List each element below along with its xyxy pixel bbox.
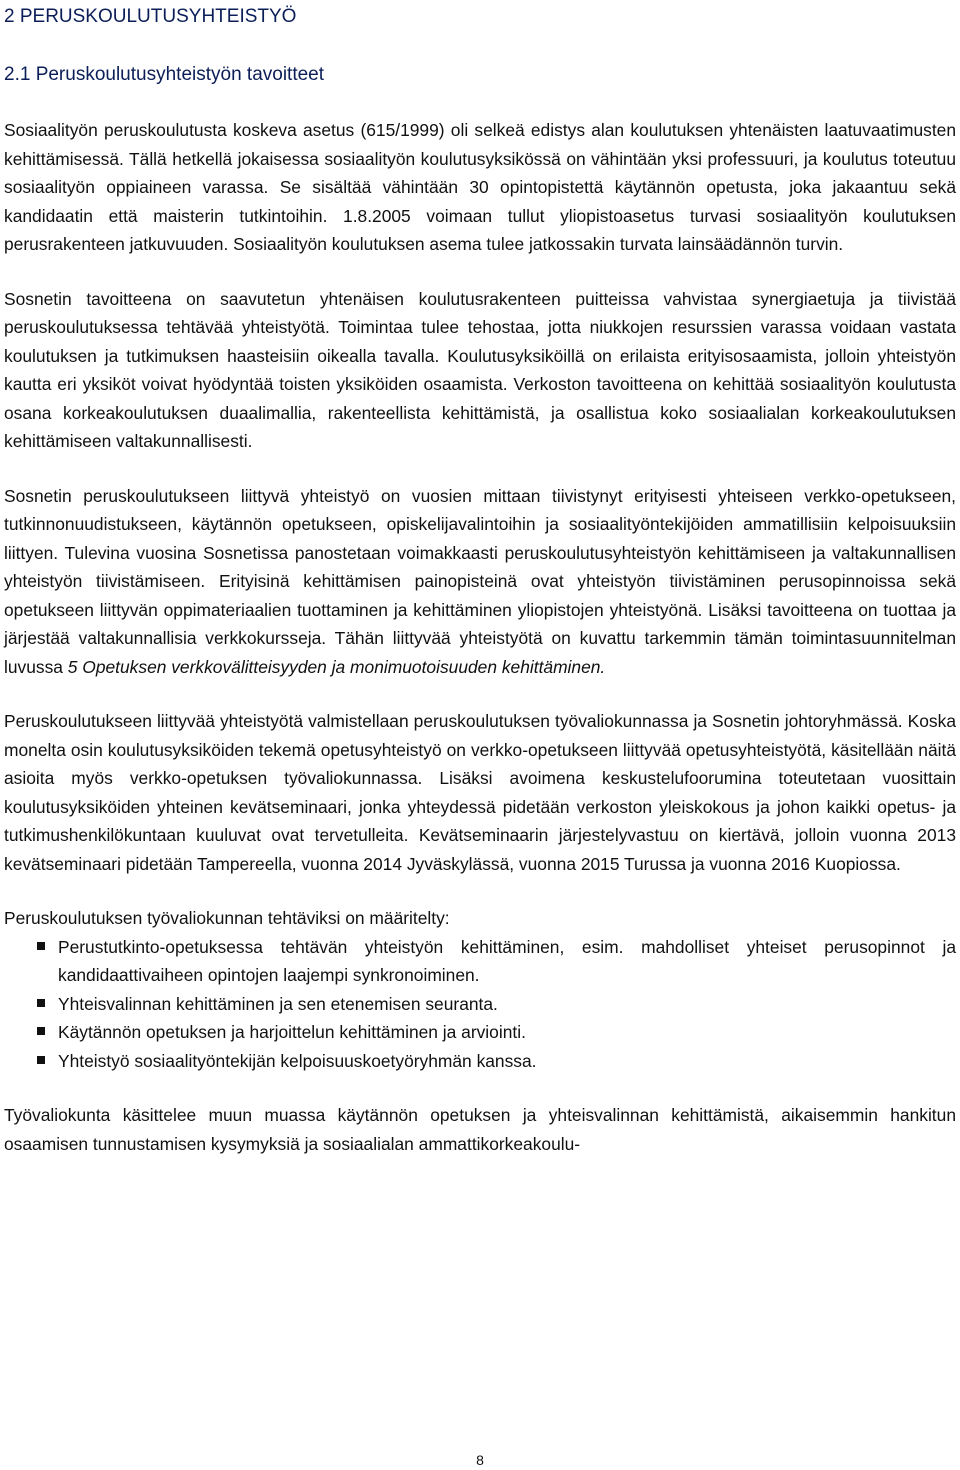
list-item [4,1047,956,1076]
paragraph-asetus: Sosiaalityön peruskoulutusta koskeva asetus (615/1999) oli selkeä edistys alan koulutuksen yhtenäisten laatuvaatimusten kehittämisessä. Tällä hetkellä jokaisessa sosiaalityön koulutusyksikössä on vähintään yksi professuuri, ja koulutus toteutuu sosiaalityön oppiaineen varassa. Se sisältää vähintään 30 opintopistettä käytännön opetusta, joka jakaantuu sekä kandidaatin että maisterin tutkintoihin. 1.8.2005 voimaan tullut yliopistoasetus turvasi sosiaalityön koulutuksen perusrakenteen jatkuvuuden. Sosiaalityön koulutuksen asema tulee jatkossakin turvata lainsäädännön turvin. [4,120,956,254]
list-item-text: Yhteistyö sosiaalityöntekijän kelpoisuuskoetyöryhmän kanssa. [58,1050,537,1071]
subsection-heading: 2.1 Peruskoulutusyhteistyön tavoitteet [4,64,325,85]
paragraph-tyovaliokunta-kasittelee: Työvaliokunta käsittelee muun muassa käytännön opetuksen ja yhteisvalinnan kehittämistä, aikaisemmin hankitun osaamisen tunnustamisen kysymyksiä ja sosiaalialan ammattikorkeakoulu- [4,1105,956,1154]
list-item-text: Yhteisvalinnan kehittäminen ja sen etenemisen seuranta. [58,993,498,1014]
chapter-reference: 5 Opetuksen verkkovälitteisyyden ja monimuotoisuuden kehittäminen. [67,656,606,677]
square-bullet-icon [37,999,45,1007]
paragraph-text: Sosnetin peruskoulutukseen liittyvä yhteistyö on vuosien mittaan tiivistynyt erityisesti yhteiseen verkko-opetukseen, tutkinnonuudistukseen, käytännön opetukseen, opiskelijavalintoihin ja sosiaalityöntekijöiden ammatillisiin kelpoisuuksiin liittyen. Tulevina vuosina Sosnetissa panostetaan voimakkaasti peruskoulutusyhteistyön kehittämiseen ja valtakunnallisen yhteistyön tiivistämiseen. Erityisinä kehittämisen painopisteinä ovat yhteistyön tiivistäminen perusopinnoissa sekä opetukseen liittyvän oppimateriaalien tuottaminen ja kehittäminen yliopistojen yhteistyönä. Lisäksi tavoitteena on tuottaa ja järjestää valtakunnallisia verkkokursseja. Tähän liittyvää yhteistyötä on kuvattu tarkemmin tämän toimintasuunnitelman luvussa [4,485,956,677]
section-heading: 2 PERUSKOULUTUSYHTEISTYÖ [4,6,297,27]
page-number: 8 [476,1452,484,1468]
list-item [4,933,956,990]
document-page [4,0,956,1158]
task-list [4,933,956,1076]
square-bullet-icon [37,942,45,950]
paragraph-peruskoulutukseen-liittyva [4,482,956,682]
square-bullet-icon [37,1056,45,1064]
list-item-text: Käytännön opetuksen ja harjoittelun kehittäminen ja arviointi. [58,1022,526,1042]
square-bullet-icon [37,1027,45,1035]
list-intro: Peruskoulutuksen työvaliokunnan tehtäviksi on määritelty: [4,908,450,928]
paragraph-sosnetin-tavoitteena: Sosnetin tavoitteena on saavutetun yhtenäisen koulutusrakenteen puitteissa vahvistaa synergiaetuja ja tiivistää peruskoulutuksessa tehtävää yhteistyötä. Toimintaa tulee tehostaa, jotta niukkojen resurssien varassa voidaan vastata koulutuksen ja tutkimuksen haasteisiin oikealla tavalla. Koulutusyksiköillä on erilaista erityisosaamista, jolloin yhteistyön kautta eri yksiköt voivat hyödyntää toisten yksiköiden osaamista. Verkoston tavoitteena on kehittää sosiaalityön koulutusta osana korkeakoulutuksen duaalimallia, rakenteellista kehittämistä, ja osallistua koko sosiaalialan korkeakoulutuksen kehittämiseen valtakunnallisesti. [4,288,956,451]
list-item [4,1018,956,1047]
list-item-text: Perustutkinto-opetuksessa tehtävän yhteistyön kehittäminen, esim. mahdolliset yhteiset perusopinnot ja kandidaattivaiheen opintojen laajempi synkronoiminen. [58,936,956,985]
paragraph-tyovaliokunta-valmistelu: Peruskoulutukseen liittyvää yhteistyötä valmistellaan peruskoulutuksen työvaliokunnassa ja Sosnetin johtoryhmässä. Koska monelta osin koulutusyksiköiden tekemä opetusyhteistyö on verkko-opetukseen liittyvää opetusyhteistyötä, käsitellään näitä asioita myös verkko-opetuksen työvaliokunnassa. Lisäksi avoimena keskustelufoorumina toteutetaan vuosittain koulutusyksiköiden yhteinen kevätseminaari, jonka yhteydessä pidetään verkoston yleiskokous ja johon kaikki opetus- ja tutkimushenkilökuntaan kuuluvat ovat tervetulleita. Kevätseminaarin järjestelyvastuu on kiertävä, jolloin vuonna 2013 kevätseminaari pidetään Tampereella, vuonna 2014 Jyväskylässä, vuonna 2015 Turussa ja vuonna 2016 Kuopiossa. [4,711,956,874]
list-item [4,990,956,1019]
